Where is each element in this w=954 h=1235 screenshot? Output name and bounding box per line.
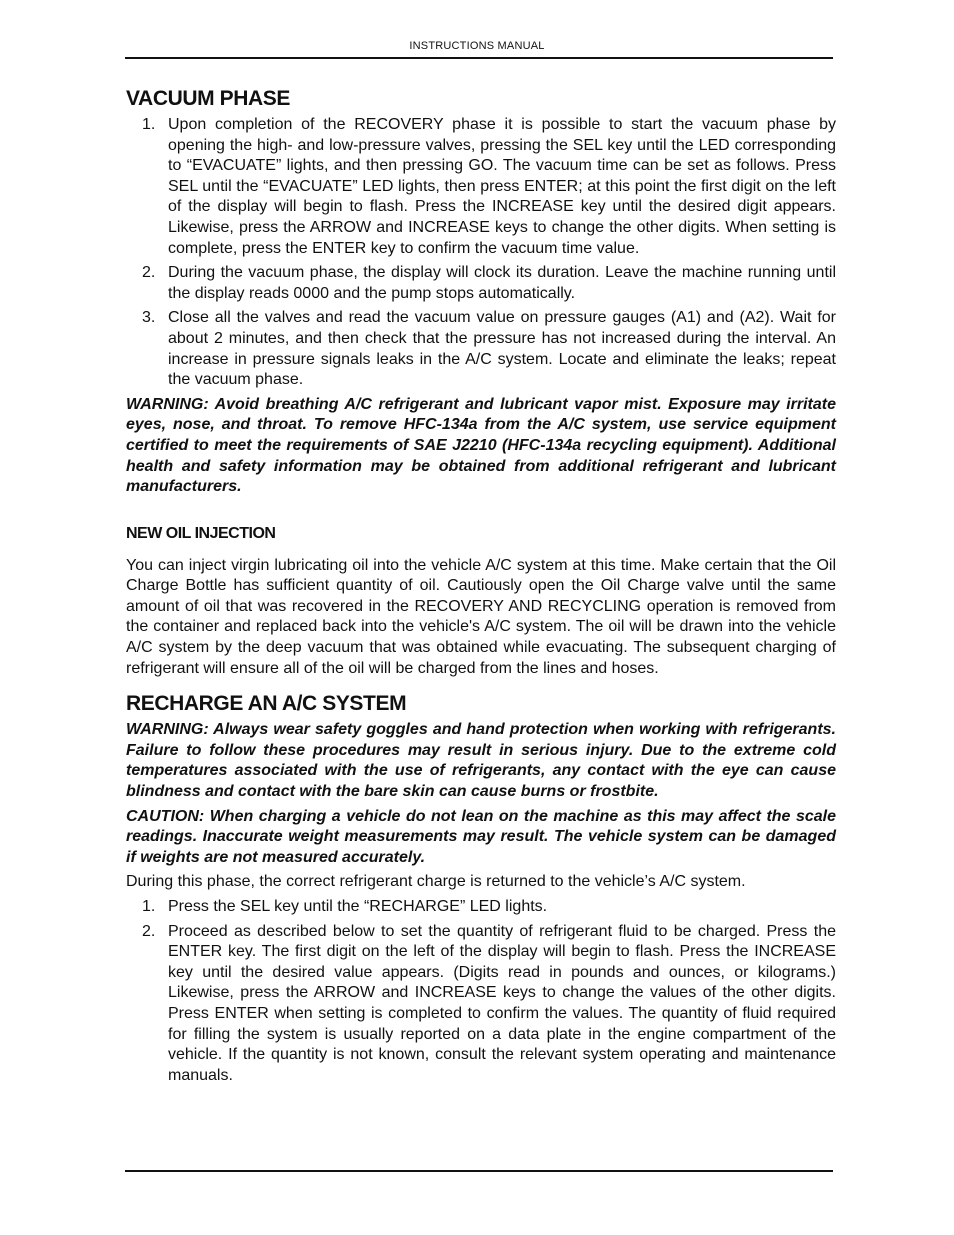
recharge-intro: During this phase, the correct refrigerant charge is returned to the vehicle’s A/C system.	[126, 873, 746, 891]
recharge-warning: WARNING: Always wear safety goggles and hand protection when working with refrigerants. Failure to follow these procedures may result in serious injury. Due to the extreme cold temperatures associated with the use of refrigerants, any contact with the eye can cause blindness and contact with the bare skin can cause burns or frostbite.	[126, 721, 836, 801]
page-content	[126, 86, 836, 1090]
header-rule	[125, 57, 833, 59]
recharge-steps-list	[126, 897, 836, 1086]
list-item-text: Close all the valves and read the vacuum value on pressure gauges (A1) and (A2). Wait for about 2 minutes, and then check that the pressure has not increased during the interval. An increase in pressure signals leaks in the A/C system. Locate and eliminate the leaks; repeat the vacuum phase.	[168, 309, 836, 389]
footer-rule	[125, 1170, 833, 1172]
recharge-heading: RECHARGE AN A/C SYSTEM	[126, 692, 407, 716]
oil-injection-body: You can inject virgin lubricating oil into the vehicle A/C system at this time. Make certain that the Oil Charge Bottle has sufficient quantity of oil. Cautiously open the Oil Charge valve until the same amount of oil that was recovered in the RECOVERY AND RECYCLING operation is removed from the container and replaced back into the vehicle's A/C system. The oil will be drawn into the vehicle A/C system by the deep vacuum that was obtained while evacuating. The subsequent charging of refrigerant will ensure all of the oil will be charged from the lines and hoses.	[126, 556, 836, 677]
list-item	[126, 115, 836, 259]
oil-injection-heading: NEW OIL INJECTION	[126, 524, 276, 542]
list-number: 3.	[142, 309, 156, 327]
vacuum-steps-list	[126, 115, 836, 391]
list-item	[126, 308, 836, 390]
vacuum-phase-heading: VACUUM PHASE	[126, 87, 290, 110]
list-item	[126, 263, 836, 304]
list-item	[126, 897, 836, 918]
list-item-text: Press the SEL key until the “RECHARGE” LED lights.	[168, 898, 548, 915]
list-item	[126, 922, 836, 1087]
list-number: 1.	[142, 116, 156, 133]
page-header: INSTRUCTIONS MANUAL	[409, 40, 545, 52]
list-item-text: Upon completion of the RECOVERY phase it is possible to start the vacuum phase by opening the high- and low-pressure valves, pressing the SEL key until the LED corresponding to “EVACUATE” lights, and then pressing GO. The vacuum time can be set as follows. Press SEL until the “EVACUATE” LED lights, then press ENTER; at this point the first digit on the left of the display will begin to flash. Press the INCREASE key until the desired digit appears. Likewise, press the ARROW and INCREASE keys to change the other digits. When setting is complete, press the ENTER key to confirm the vacuum time value.	[168, 116, 836, 257]
list-item-text: Proceed as described below to set the quantity of refrigerant fluid to be charged. Press the ENTER key. The first digit on the left of the display will begin to flash. Press the INCREASE key until the desired value appears. (Digits read in pounds and ounces, or kilograms.) Likewise, press the ARROW and INCREASE keys to change the values of the other digits. Press ENTER when setting is completed to confirm the values. The quantity of fluid required for filling the system is usually reported on a data plate in the engine compartment of the vehicle. If the quantity is not known, consult the relevant system operating and maintenance manuals.	[168, 922, 836, 1084]
vacuum-warning: WARNING: Avoid breathing A/C refrigerant and lubricant vapor mist. Exposure may irritate eyes, nose, and throat. To remove HFC-134a from the A/C system, use service equipment certified to meet the requirements of SAE J2210 (HFC-134a recycling equipment). Additional health and safety information may be obtained from additional refrigerant and lubricant manufacturers.	[126, 395, 836, 496]
list-number: 2.	[142, 264, 156, 282]
list-item-text: During the vacuum phase, the display will clock its duration. Leave the machine running until the display reads 0000 and the pump stops automatically.	[168, 264, 836, 302]
list-number: 1.	[142, 898, 156, 915]
list-number: 2.	[142, 922, 156, 940]
recharge-caution: CAUTION: When charging a vehicle do not lean on the machine as this may affect the scale readings. Inaccurate weight measurements may result. The vehicle system can be damaged if weights are not measured accurately.	[126, 807, 836, 866]
